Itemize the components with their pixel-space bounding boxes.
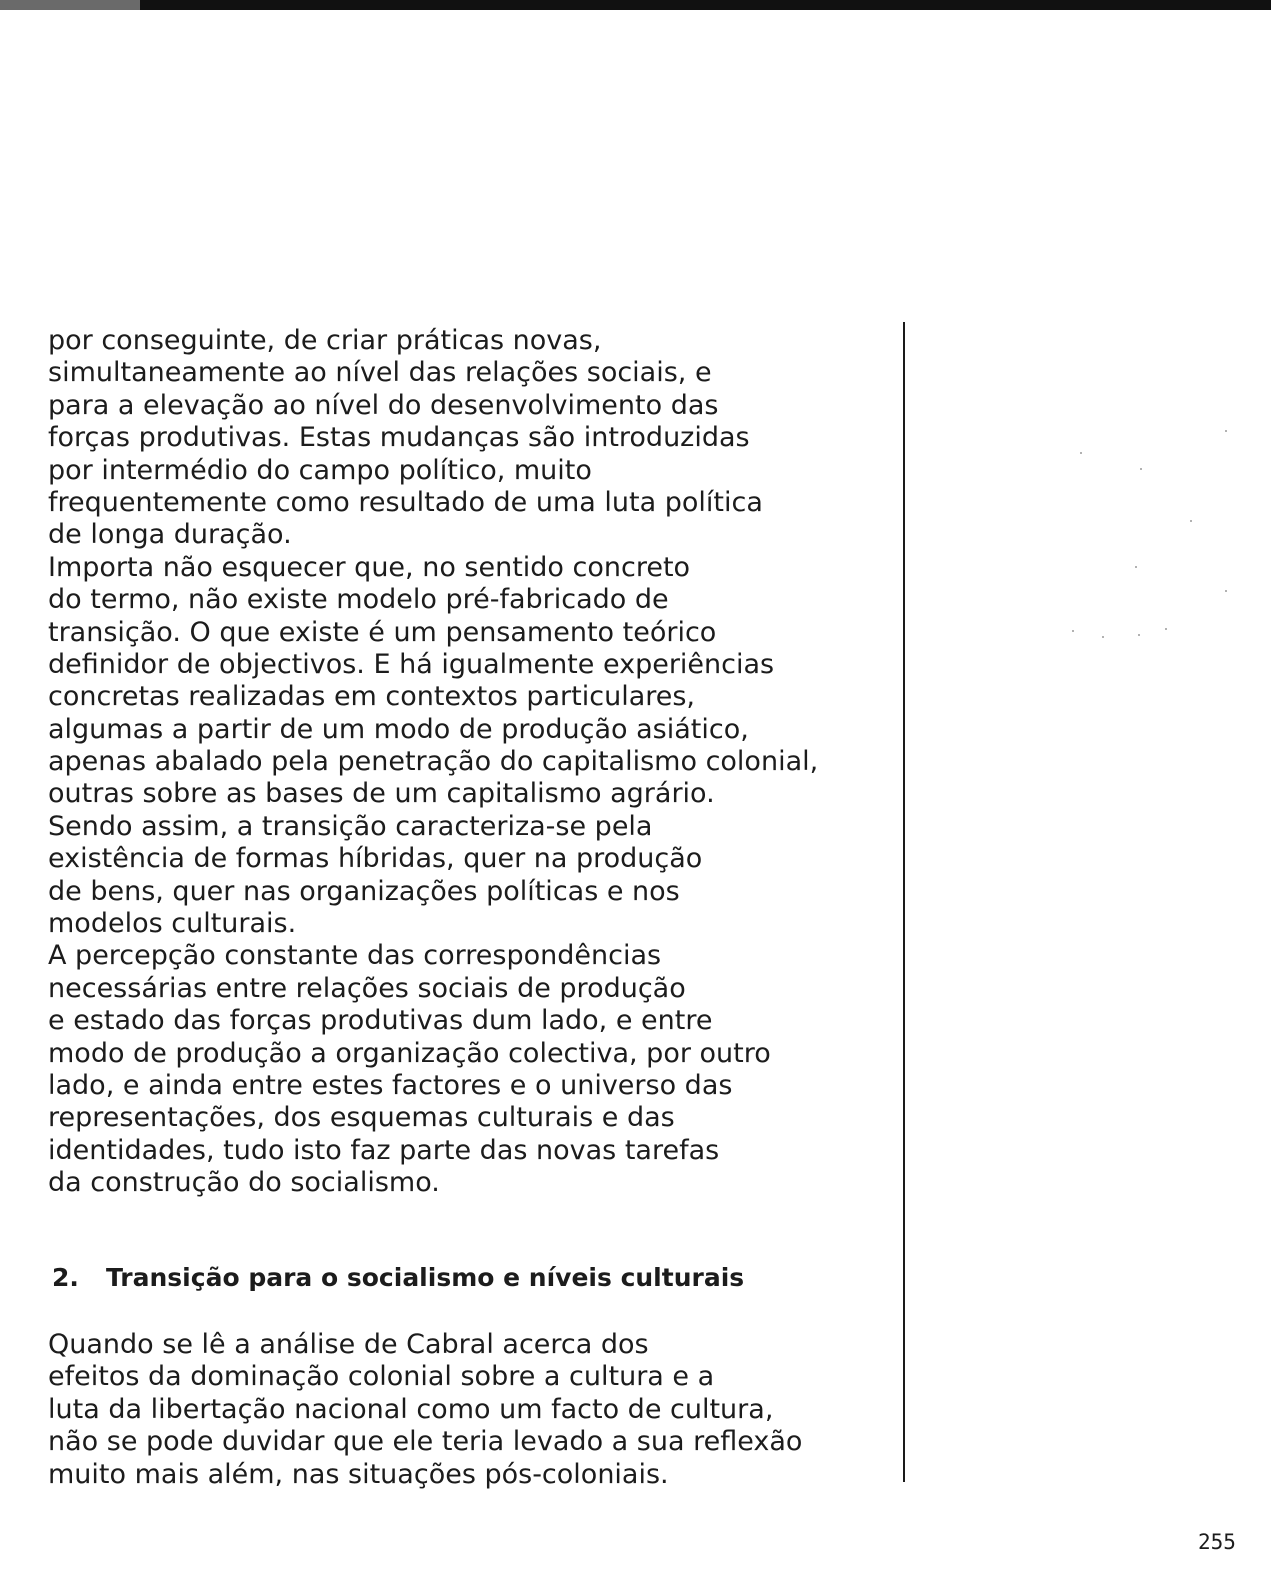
text-line: por conseguinte, de criar práticas novas, bbox=[48, 325, 602, 356]
text-line: forças produtivas. Estas mudanças são introduzidas bbox=[48, 422, 750, 454]
text-line: transição. O que existe é um pensamento teórico bbox=[48, 616, 717, 648]
text-line: modelos culturais. bbox=[48, 908, 297, 940]
text-line: para a elevação ao nível do desenvolvimento das bbox=[48, 389, 719, 421]
text-line: existência de formas híbridas, quer na produção bbox=[48, 843, 703, 875]
scan-speck bbox=[1190, 520, 1192, 522]
text-line: identidades, tudo isto faz parte das novas tarefas bbox=[48, 1134, 720, 1166]
text-line: de bens, quer nas organizações políticas e nos bbox=[48, 875, 680, 907]
scan-speck bbox=[1072, 630, 1074, 632]
section-number: 2. bbox=[52, 1263, 79, 1292]
text-line: algumas a partir de um modo de produção asiático, bbox=[48, 713, 749, 745]
text-line: por intermédio do campo político, muito bbox=[48, 454, 592, 486]
text-line: frequentemente como resultado de uma luta política bbox=[48, 486, 763, 518]
text-line: Sendo assim, a transição caracteriza-se pela bbox=[48, 810, 653, 842]
text-line: não se pode duvidar que ele teria levado a sua reflexão bbox=[48, 1426, 803, 1458]
text-line: de longa duração. bbox=[48, 519, 292, 551]
text-line: muito mais além, nas situações pós-coloniais. bbox=[48, 1458, 669, 1490]
text-line: A percepção constante das correspondências bbox=[48, 940, 662, 972]
text-line: luta da libertação nacional como um facto de cultura, bbox=[48, 1393, 774, 1425]
text-line: simultaneamente ao nível das relações sociais, e bbox=[48, 357, 712, 389]
page-number: 255 bbox=[1198, 1530, 1236, 1554]
body-text-bottom bbox=[48, 1329, 898, 1491]
text-line: representações, dos esquemas culturais e das bbox=[48, 1102, 675, 1134]
scan-speck bbox=[1140, 468, 1142, 470]
margin-rule bbox=[903, 322, 905, 1482]
text-line: do termo, não existe modelo pré-fabricado de bbox=[48, 584, 669, 616]
text-line: necessárias entre relações sociais de produção bbox=[48, 972, 686, 1004]
scan-speck bbox=[1138, 634, 1140, 636]
section-title: Transição para o socialismo e níveis culturais bbox=[106, 1263, 745, 1292]
text-line: apenas abalado pela penetração do capitalismo colonial, bbox=[48, 746, 819, 778]
scan-speck bbox=[1135, 566, 1137, 568]
text-line: e estado das forças produtivas dum lado, e entre bbox=[48, 1005, 713, 1037]
scan-speck bbox=[1102, 636, 1104, 638]
text-line: definidor de objectivos. E há igualmente experiências bbox=[48, 648, 775, 680]
text-line: Quando se lê a análise de Cabral acerca dos bbox=[48, 1329, 649, 1360]
scan-speck bbox=[1080, 452, 1082, 454]
text-line: concretas realizadas em contextos particulares, bbox=[48, 681, 696, 713]
text-line: lado, e ainda entre estes factores e o universo das bbox=[48, 1069, 733, 1101]
text-line: modo de produção a organização colectiva, por outro bbox=[48, 1037, 771, 1069]
body-text-top bbox=[48, 325, 898, 1200]
scan-top-border-left bbox=[0, 0, 140, 10]
scan-speck bbox=[1165, 628, 1167, 630]
scan-speck bbox=[1225, 590, 1227, 592]
text-line: Importa não esquecer que, no sentido concreto bbox=[48, 551, 691, 583]
text-line: efeitos da dominação colonial sobre a cultura e a bbox=[48, 1361, 715, 1393]
scan-speck bbox=[1225, 430, 1227, 432]
text-line: outras sobre as bases de um capitalismo agrário. bbox=[48, 778, 715, 810]
section-heading bbox=[52, 1263, 744, 1292]
scan-top-border bbox=[0, 0, 1271, 10]
text-line: da construção do socialismo. bbox=[48, 1167, 440, 1199]
